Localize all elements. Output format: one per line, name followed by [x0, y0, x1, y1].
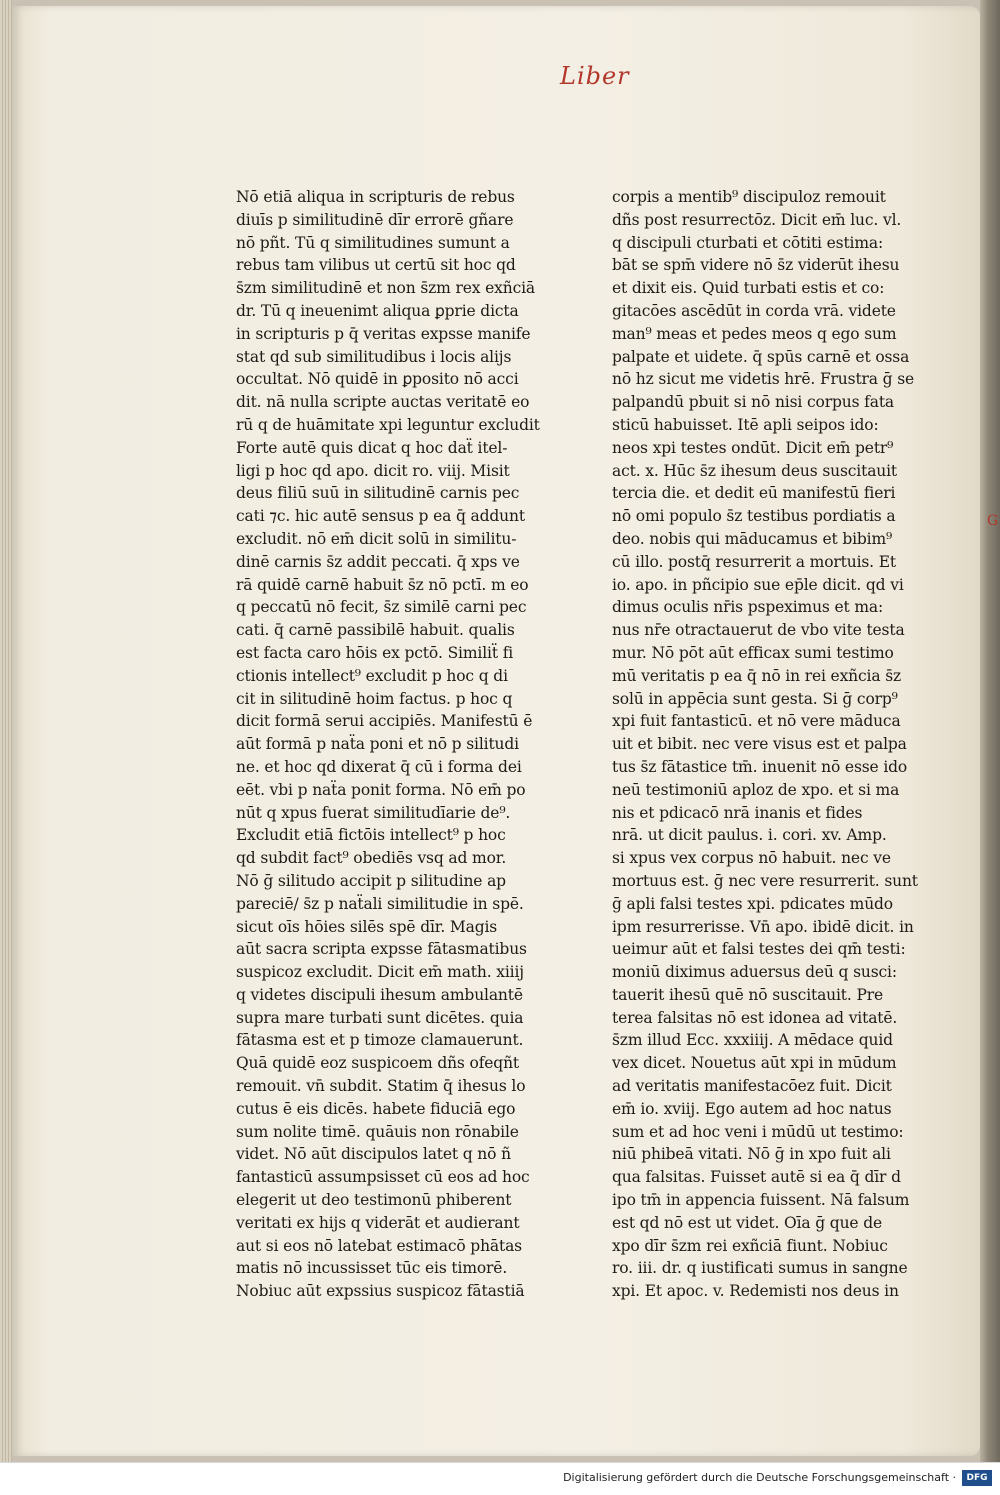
text-line: mū veritatis p ea q̄ nō in rei exñcia s̄z — [612, 666, 902, 685]
text-line: Nō etiā aliqua in scripturis de rebus — [236, 188, 515, 206]
text-line: tauerit ihesū quē nō suscitauit. Pre — [612, 985, 884, 1004]
text-line: stat qd sub similitudibus i locis alijs — [236, 347, 512, 366]
text-line: dinē carnis s̄z addit peccati. q̄ xps ve — [236, 552, 520, 571]
text-line: fātasma est et p timoze clamauerunt. — [236, 1031, 524, 1050]
text-line: mortuus est. ḡ nec vere resurrerit. sunt — [612, 871, 918, 890]
text-line: q peccatū nō fecit, s̄z similē carni pec — [236, 598, 527, 617]
text-line: eēt. vbi p naẗa ponit forma. Nō em̄ po — [236, 780, 526, 799]
text-line: em̄ io. xviij. Ego autem ad hoc natus — [612, 1099, 892, 1118]
text-line: excludit. nō em̄ dicit solū in similitu- — [236, 529, 517, 548]
text-line: dimus oculis nr̄is pspeximus et ma: — [612, 598, 884, 617]
text-line: dit. nā nulla scripte auctas veritatē eo — [236, 393, 530, 412]
text-line: veritati ex hijs q viderāt et audierant — [236, 1213, 520, 1232]
text-line: ipo tm̄ in appencia fuissent. Nā falsum — [612, 1191, 910, 1210]
text-line: deus filiū suū in silitudinē carnis pec — [236, 484, 520, 503]
book-page — [12, 6, 980, 1456]
text-line: ne. et hoc qd dixerat q̄ cū i forma dei — [236, 757, 522, 776]
text-line: sum nolite timē. quāuis non rōnabile — [236, 1122, 519, 1141]
text-line: Quā quidē eoz suspicoem dñs ofeqñt — [236, 1054, 519, 1073]
text-line: ueimur aūt et falsi testes dei qm̄ testi: — [612, 940, 906, 959]
text-line: sticū habuisset. Itē apli seipos ido: — [612, 415, 879, 434]
running-head: Liber — [560, 62, 630, 90]
text-line: deo. nobis qui māducamus et bibim⁹ — [612, 529, 893, 548]
text-line: q videtes discipuli ihesum ambulantē — [236, 985, 523, 1004]
text-line: ad veritatis manifestacōez fuit. Dicit — [612, 1077, 892, 1096]
text-line: palpandū pbuit si nō nisi corpus fata — [612, 393, 895, 412]
text-line: s̄zm illud Ecc. xxxiiij. A mēdace quid — [612, 1031, 893, 1050]
text-line: est facta caro hōis ex pctō. Similiẗ fi — [236, 643, 514, 662]
text-line: xpo dīr s̄zm rei exñciā fiunt. Nobiuc — [612, 1236, 888, 1255]
text-line: nūt q xpus fuerat similitudīarie de⁹. — [236, 803, 511, 822]
text-line: sicut oīs hōies silēs spē dīr. Magis — [236, 917, 498, 936]
margin-rubric-mark: G — [987, 513, 999, 529]
text-line: bāt se spm̄ videre nō s̄z viderūt ihesu — [612, 256, 900, 275]
text-line: tus s̄z fātastice tm̄. inuenit nō esse ido — [612, 757, 908, 776]
text-line: q discipuli cturbati et cōtiti estima: — [612, 233, 884, 252]
text-line: rū q de huāmitate xpi leguntur excludit — [236, 415, 540, 434]
text-column-left — [236, 186, 556, 1303]
text-line: mur. Nō pōt aūt efficax sumi testimo — [612, 643, 894, 662]
text-line: niū phibeā vitati. Nō ḡ in xpo fuit ali — [612, 1145, 891, 1164]
text-line: sum et ad hoc veni i mūdū ut testimo: — [612, 1122, 904, 1141]
footer-bar — [0, 1462, 1000, 1495]
text-line: Forte autē quis dicat q hoc daẗ itel- — [236, 438, 508, 457]
text-line: elegerit ut deo testimonū phiberent — [236, 1191, 512, 1210]
text-line: ctionis intellect⁹ excludit p hoc q di — [236, 666, 508, 685]
text-line: nis et pdicacō nrā inanis et fides — [612, 803, 863, 822]
text-line: cū illo. postq̄ resurrerit a mortuis. Et — [612, 552, 896, 571]
page-edge-right — [980, 0, 1000, 1462]
text-line: diuīs p similitudinē dīr errorē gñare — [236, 210, 514, 229]
text-line: videt. Nō aūt discipulos latet q nō ñ — [236, 1145, 511, 1164]
text-line: Nō ḡ silitudo accipit p silitudine ap — [236, 871, 506, 890]
text-line: aut si eos nō latebat estimacō phātas — [236, 1236, 522, 1255]
text-line: act. x. Hūc s̄z ihesum deus suscitauit — [612, 461, 898, 480]
text-line: nō hz sicut me videtis hrē. Frustra ḡ se — [612, 370, 915, 389]
text-line: cati ⁊c. hic autē sensus p ea q̄ addunt — [236, 507, 525, 526]
text-line: moniū diximus aduersus deū q susci: — [612, 963, 897, 982]
dfg-logo[interactable]: DFG — [962, 1470, 992, 1486]
text-line: rebus tam vilibus ut certū sit hoc qd — [236, 256, 516, 275]
text-line: s̄zm similitudinē et non s̄zm rex exñciā — [236, 279, 536, 298]
text-line: neū testimoniū aploz de xpo. et si ma — [612, 780, 900, 799]
text-line: ḡ apli falsi testes xpi. pdicates mūdo — [612, 894, 893, 913]
text-line: remouit. vn̄ subdit. Statim q̄ ihesus lo — [236, 1077, 526, 1096]
text-line: tercia die. et dedit eū manifestū fieri — [612, 484, 896, 503]
text-line: xpi. Et apoc. v. Redemisti nos deus in — [612, 1282, 899, 1301]
text-line: palpate et uidete. q̄ spūs carnē et ossa — [612, 347, 910, 366]
text-line: cit in silitudinē hoim factus. p hoc q — [236, 689, 513, 708]
text-line: si xpus vex corpus nō habuit. nec ve — [612, 849, 891, 868]
text-line: fantasticū assumpsisset cū eos ad hoc — [236, 1168, 530, 1187]
text-line: neos xpi testes ondūt. Dicit em̄ petr⁹ — [612, 438, 894, 457]
text-line: nō pñt. Tū q similitudines sumunt a — [236, 233, 510, 252]
text-line: et dixit eis. Quid turbati estis et co: — [612, 279, 885, 298]
text-line: pareciē/ s̄z p naẗali similitudie in spē. — [236, 894, 524, 913]
text-line: cati. q̄ carnē passibilē habuit. qualis — [236, 621, 515, 640]
text-line: supra mare turbati sunt dicētes. quia — [236, 1008, 524, 1027]
text-line: man⁹ meas et pedes meos q ego sum — [612, 324, 897, 343]
text-line: dr. Tū q ineuenimt aliqua ꝑprie dicta — [236, 301, 519, 320]
text-line: ipm resurrerisse. Vn̄ apo. ibidē dicit. in — [612, 917, 914, 936]
page-edge-left — [0, 0, 12, 1462]
text-line: occultat. Nō quidē in ꝑposito nō acci — [236, 370, 519, 389]
text-column-right — [612, 186, 932, 1303]
text-line: rā quidē carnē habuit s̄z nō pctī. m eo — [236, 575, 529, 594]
text-line: ligi p hoc qd apo. dicit ro. viij. Misit — [236, 461, 510, 480]
text-line: ro. iii. dr. q iustificati sumus in sangne — [612, 1259, 908, 1278]
text-line: matis nō incussisset tūc eis timorē. — [236, 1259, 508, 1278]
text-line: uit et bibit. nec vere visus est et palpa — [612, 735, 907, 754]
text-line: solū in appēcia sunt gesta. Si ḡ corp⁹ — [612, 689, 898, 708]
funding-notice: Digitalisierung gefördert durch die Deutsche Forschungsgemeinschaft · — [563, 1471, 956, 1484]
text-line: gitacōes ascēdūt in corda vrā. videte — [612, 301, 896, 320]
text-line: Nobiuc aūt expssius suspicoz fātastiā — [236, 1282, 525, 1301]
text-line: aūt formā p naẗa poni et nō p silitudi — [236, 735, 519, 754]
text-line: nō omi populo s̄z testibus pordiatis a — [612, 507, 896, 526]
text-line: io. apo. in pñcipio sue ep̄le dicit. qd vi — [612, 575, 904, 594]
text-line: cutus ē eis dicēs. habete fiduciā ego — [236, 1099, 516, 1118]
text-line: qua falsitas. Fuisset autē si ea q̄ dīr d — [612, 1168, 901, 1187]
text-line: est qd nō est ut videt. Oīa ḡ que de — [612, 1213, 882, 1232]
text-line: vex dicet. Nouetus aūt xpi in mūdum — [612, 1054, 897, 1073]
text-line: Excludit etiā fictōis intellect⁹ p hoc — [236, 826, 506, 845]
text-line: dñs post resurrectōz. Dicit em̄ luc. vl. — [612, 210, 902, 229]
text-line: xpi fuit fantasticū. et nō vere māduca — [612, 712, 901, 731]
text-line: suspicoz excludit. Dicit em̄ math. xiiij — [236, 963, 524, 982]
text-line: terea falsitas nō est idonea ad vitatē. — [612, 1008, 898, 1027]
text-line: dicit formā serui accipiēs. Manifestū ē — [236, 712, 533, 731]
text-line: corpis a mentib⁹ discipuloz remouit — [612, 188, 886, 206]
text-line: in scripturis p q̄ veritas expsse manife — [236, 324, 531, 343]
text-line: nrā. ut dicit paulus. i. cori. xv. Amp. — [612, 826, 887, 845]
text-line: aūt sacra scripta expsse fātasmatibus — [236, 940, 527, 959]
text-line: qd subdit fact⁹ obediēs vsq ad mor. — [236, 849, 507, 868]
text-line: nus nr̄e otractauerut de vbo vite testa — [612, 621, 905, 640]
